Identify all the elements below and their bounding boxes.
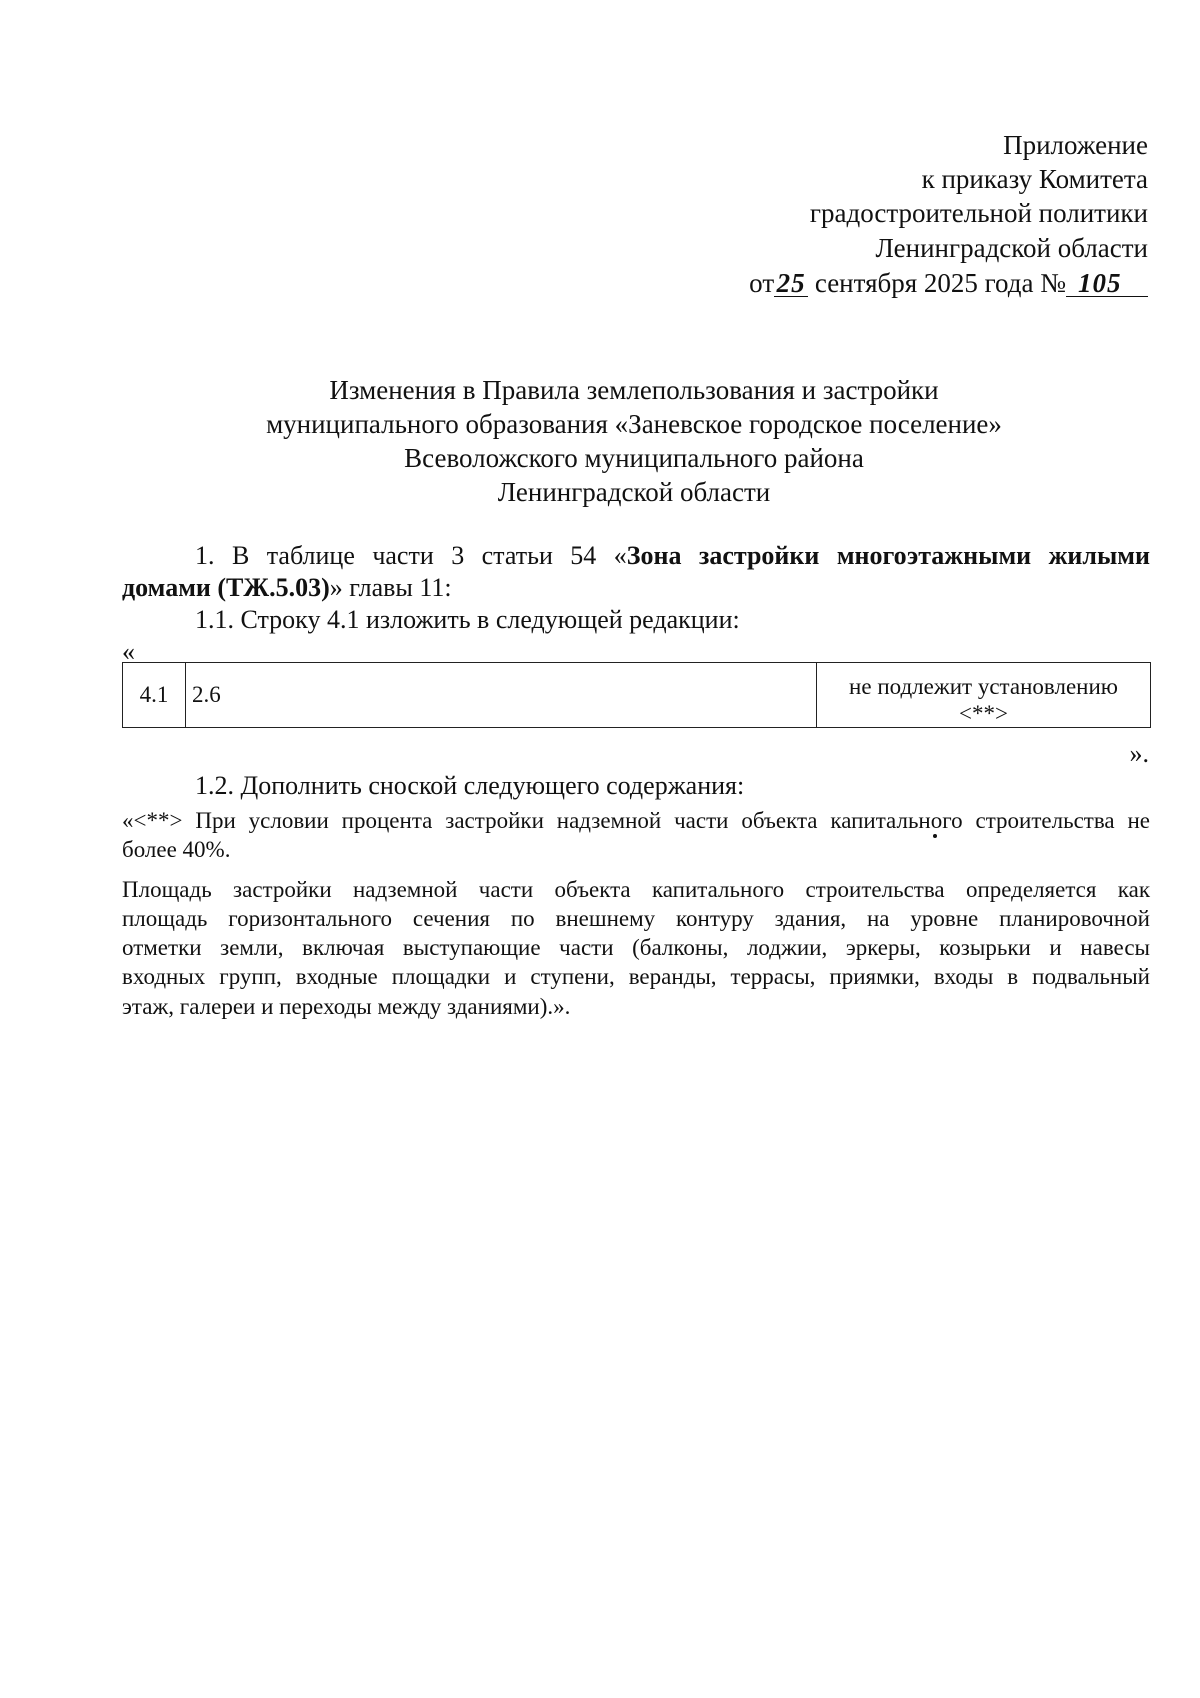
appendix-line-3: градостроительной политики xyxy=(809,198,1148,228)
appendix-line-2: к приказу Комитета xyxy=(921,164,1148,194)
date-month-year: сентября 2025 года № xyxy=(814,268,1066,298)
paragraph-line-4: входных групп, входные площадки и ступени, веранды, террасы, приямки, входы в подвальный xyxy=(122,964,1150,989)
table-row xyxy=(123,663,1151,728)
title-line-2: муниципального образования «Заневское городское поселение» xyxy=(266,409,1002,439)
table-value-line-2: <**> xyxy=(959,701,1008,726)
handwritten-day: 25 xyxy=(774,270,808,297)
quote-close: ». xyxy=(1129,739,1149,768)
section-1-tail: » главы 11: xyxy=(329,573,452,602)
zone-name-part-2: домами (ТЖ.5.03) xyxy=(122,573,330,602)
paragraph-line-2: площадь горизонтального сечения по внешнему контуру здания, на уровне планировочной xyxy=(122,906,1150,931)
title-line-4: Ленинградской области xyxy=(497,477,771,507)
section-1-intro: 1. В таблице части 3 статьи 54 « xyxy=(195,541,627,570)
date-prefix: от xyxy=(749,268,775,298)
section-1-line-2 xyxy=(122,572,452,604)
paragraph-line-5: этаж, галереи и переходы между зданиями).». xyxy=(122,994,571,1019)
zone-name-part-1: Зона застройки многоэтажными жилыми xyxy=(626,541,1150,570)
table-cell-value xyxy=(817,663,1151,728)
paragraph-line-3: отметки земли, включая выступающие части (балконы, лоджии, эркеры, козырьки и навесы xyxy=(122,935,1150,960)
stray-dot xyxy=(933,834,937,838)
table-value-line-1: не подлежит установлению xyxy=(849,674,1118,699)
table-cell-code: 2.6 xyxy=(186,663,817,728)
handwritten-order-number: 105 xyxy=(1066,270,1148,297)
item-1-1: 1.1. Строку 4.1 изложить в следующей редакции: xyxy=(195,605,740,634)
title-line-1: Изменения в Правила землепользования и застройки xyxy=(329,375,939,405)
footnote-line-1: «<**> При условии процента застройки надземной части объекта капитального строительства не xyxy=(122,808,1150,833)
table-cell-row-number: 4.1 xyxy=(123,663,186,728)
quote-open: « xyxy=(122,637,135,666)
paragraph-line-1: Площадь застройки надземной части объекта капитального строительства определяется как xyxy=(122,877,1150,902)
amendment-table xyxy=(122,662,1151,728)
footnote-line-2: более 40%. xyxy=(122,837,231,862)
item-1-2-heading: 1.2. Дополнить сноской следующего содержания: xyxy=(195,771,745,800)
appendix-line-1: Приложение xyxy=(1003,130,1148,160)
section-1-line-1 xyxy=(122,540,1150,572)
appendix-line-4: Ленинградской области xyxy=(875,233,1148,263)
title-line-3: Всеволожского муниципального района xyxy=(404,443,864,473)
appendix-date-line xyxy=(749,266,1148,300)
